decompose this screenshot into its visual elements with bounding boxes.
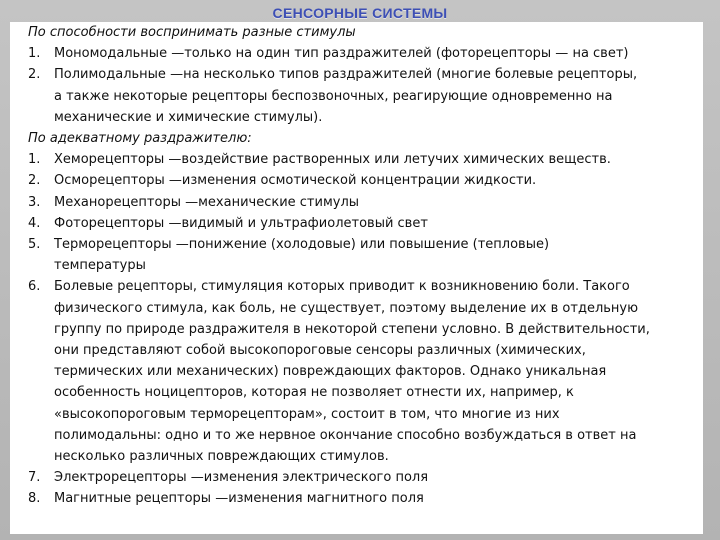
list-item-continuation-line: [28, 361, 706, 382]
stimulus-item: [28, 488, 706, 509]
modality-item: [28, 64, 706, 128]
list-item-number: 3.: [28, 194, 41, 210]
list-item-text: группу по природе раздражителя в некоторой степени условно. В действительности,: [54, 321, 650, 337]
list-item-continuation-line: [28, 298, 706, 319]
stimulus-item: [28, 170, 706, 191]
list-item-continuation-line: [28, 319, 706, 340]
list-item-number: 2.: [28, 173, 41, 189]
list-item-first-line: [28, 488, 706, 509]
stimulus-item: [28, 467, 706, 488]
list-item-first-line: [28, 43, 706, 64]
list-item-first-line: [28, 149, 706, 170]
list-item-continuation-line: [28, 107, 706, 128]
list-item-text: Магнитные рецепторы —изменения магнитного поля: [54, 491, 424, 507]
stimulus-item: [28, 276, 706, 467]
list-item-continuation-line: [28, 255, 706, 276]
list-item-continuation-line: [28, 425, 706, 446]
list-item-text: физического стимула, как боль, не существует, поэтому выделение их в отдельную: [54, 300, 639, 316]
modality-item: [28, 43, 706, 64]
list-item-text: «высокопороговым терморецепторам», состоит в том, что многие из них: [54, 406, 560, 422]
list-item-text: Осморецепторы —изменения осмотической концентрации жидкости.: [54, 173, 537, 189]
list-item-number: 4.: [28, 215, 41, 231]
list-item-text: Электрорецепторы —изменения электрического поля: [54, 470, 429, 486]
list-item-text: температуры: [54, 258, 146, 274]
list-item-continuation-line: [28, 340, 706, 361]
list-item-number: 8.: [28, 491, 41, 507]
list-item-first-line: [28, 64, 706, 85]
list-item-first-line: [28, 234, 706, 255]
list-item-text: механические и химические стимулы).: [54, 109, 323, 125]
list-item-text: особенность ноцицепторов, которая не позволяет отнести их, например, к: [54, 385, 574, 401]
stimulus-item: [28, 192, 706, 213]
list-item-text: Полимодальные —на несколько типов раздражителей (многие болевые рецепторы,: [54, 67, 638, 83]
list-item-number: 1.: [28, 152, 41, 168]
stimulus-item: [28, 234, 706, 276]
list-item-continuation-line: [28, 446, 706, 467]
list-item-continuation-line: [28, 382, 706, 403]
list-item-continuation-line: [28, 404, 706, 425]
section-heading-stimulus: По адекватному раздражителю:: [28, 131, 252, 147]
list-item-text: Механорецепторы —механические стимулы: [54, 194, 360, 210]
list-item-text: Мономодальные —только на один тип раздражителей (фоторецепторы — на свет): [54, 46, 629, 62]
list-item-text: Фоторецепторы —видимый и ультрафиолетовый свет: [54, 215, 428, 231]
list-item-number: 1.: [28, 46, 41, 62]
list-item-text: Хеморецепторы —воздействие растворенных или летучих химических веществ.: [54, 152, 611, 168]
list-item-text: Терморецепторы —понижение (холодовые) или повышение (тепловые): [54, 237, 550, 253]
list-item-text: Болевые рецепторы, стимуляция которых приводит к возникновению боли. Такого: [54, 279, 630, 295]
list-item-first-line: [28, 213, 706, 234]
list-item-first-line: [28, 192, 706, 213]
list-item-number: 7.: [28, 470, 41, 486]
list-item-first-line: [28, 467, 706, 488]
content-panel: [10, 22, 703, 534]
list-item-number: 2.: [28, 67, 41, 83]
stimulus-item: [28, 149, 706, 170]
list-item-continuation-line: [28, 86, 706, 107]
slide-title: СЕНСОРНЫЕ СИСТЕМЫ: [272, 5, 448, 21]
list-item-text: а также некоторые рецепторы беспозвоночных, реагирующие одновременно на: [54, 88, 613, 104]
stimulus-item: [28, 213, 706, 234]
stimulus-list: [28, 149, 706, 509]
list-item-text: термических или механических) повреждающих факторов. Однако уникальная: [54, 364, 607, 380]
modality-list: [28, 43, 706, 128]
content-text: [28, 22, 706, 510]
list-item-text: полимодальны: одно и то же нервное окончание способно возбуждаться в ответ на: [54, 427, 637, 443]
section-heading-modality: По способности воспринимать разные стимулы: [28, 25, 356, 40]
list-item-text: несколько различных повреждающих стимулов.: [54, 449, 389, 465]
list-item-text: они представляют собой высокопороговые сенсоры различных (химических,: [54, 343, 586, 359]
list-item-number: 6.: [28, 279, 41, 295]
list-item-number: 5.: [28, 237, 41, 253]
list-item-first-line: [28, 170, 706, 191]
list-item-first-line: [28, 276, 706, 297]
